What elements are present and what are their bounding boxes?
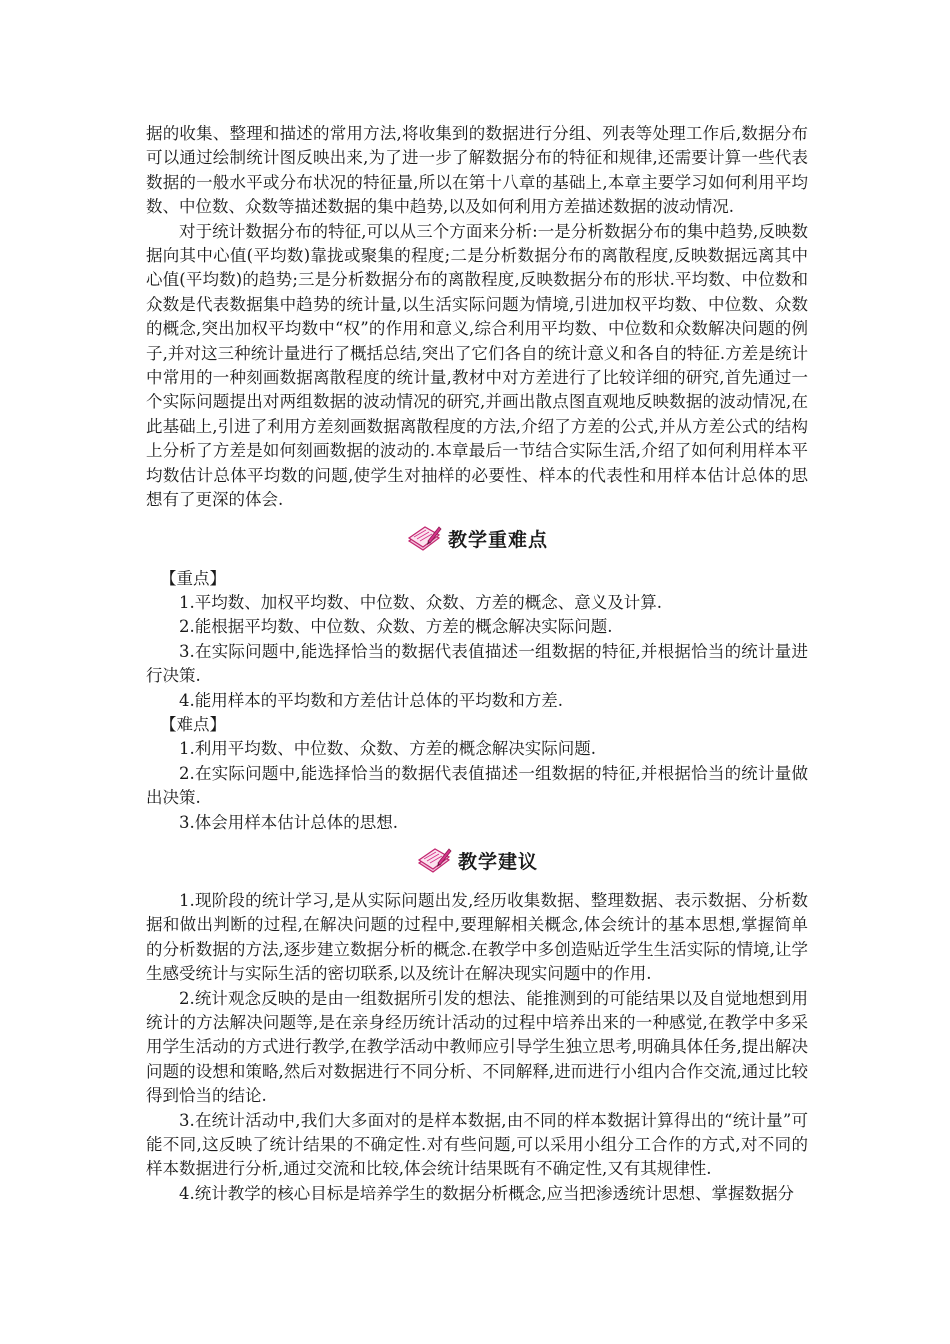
difficult-point-item: 1.利用平均数、中位数、众数、方差的概念解决实际问题. xyxy=(179,739,596,759)
difficult-points-label: 【难点】 xyxy=(160,714,226,734)
intro-paragraph-2: 对于统计数据分布的特征,可以从三个方面来分析:一是分析数据分布的集中趋势,反映数据向其中心值(平均数)靠拢或聚集的程度;二是分析数据分布的离散程度,反映数据远离其中心值(平均数)的趋势;三是分析数据分布的离散程度,反映数据分布的形状.平均数、中位数和众数是代表数据集中趋势的统计量,以生活实际问题为情境,引进加权平均数、中位数、众数的概念,突出加权平均数中“权”的作用和意义,综合利用平均数、中位数和众数解决问题的例子,并对这三种统计量进行了概括总结,突出了它们各自的统计意义和各自的特征.方差是统计中常用的一种刻画数据离散程度的统计量,教材中对方差进行了比较详细的研究,首先通过一个实际问题提出对两组数据的波动情况的研究,并画出散点图直观地反映数据的波动情况,在此基础上,引进了利用方差刻画数据离散程度的方法,介绍了方差的公式,并从方差公式的结构上分析了方差是如何刻画数据的波动的.本章最后一节结合实际生活,介绍了如何利用样本平均数估计总体平均数的问题,使学生对抽样的必要性、样本的代表性和用样本估计总体的思想有了更深的体会. xyxy=(146,221,808,510)
intro-paragraph-1: 据的收集、整理和描述的常用方法,将收集到的数据进行分组、列表等处理工作后,数据分布可以通过绘制统计图反映出来,为了进一步了解数据分布的特征和规律,还需要计算一些代表数据的一般水平或分布状况的特征量,所以在第十八章的基础上,本章主要学习如何利用平均数、中位数、众数等描述数据的集中趋势,以及如何利用方差描述数据的波动情况. xyxy=(146,124,808,217)
section-title: 教学建议 xyxy=(457,851,538,874)
suggestion-item: 4.统计教学的核心目标是培养学生的数据分析概念,应当把渗透统计思想、掌握数据分 xyxy=(179,1183,794,1203)
suggestion-item: 1.现阶段的统计学习,是从实际问题出发,经历收集数据、整理数据、表示数据、分析数据和做出判断的过程,在解决问题的过程中,要理解相关概念,体会统计的基本思想,掌握简单的分析数据的方法,逐步建立数据分析的概念.在教学中多创造贴近学生生活实际的情境,让学生感受统计与实际生活的密切联系,以及统计在解决现实问题中的作用. xyxy=(146,890,808,984)
key-point-item: 4.能用样本的平均数和方差估计总体的平均数和方差. xyxy=(179,690,563,710)
suggestion-item: 3.在统计活动中,我们大多面对的是样本数据,由不同的样本数据计算得出的“统计量”可能不同,这反映了统计结果的不确定性.对有些问题,可以采用小组分工合作的方式,对不同的样本数据进行分析,通过交流和比较,体会统计结果既有不确定性,又有其规律性. xyxy=(146,1110,808,1179)
difficult-point-item: 3.体会用样本估计总体的思想. xyxy=(179,812,398,832)
key-points-label: 【重点】 xyxy=(160,568,226,588)
difficult-point-item: 2.在实际问题中,能选择恰当的数据代表值描述一组数据的特征,并根据恰当的统计量做出决策. xyxy=(146,763,808,808)
suggestion-item: 2.统计观念反映的是由一组数据所引发的想法、能推测到的可能结果以及自觉地想到用统计的方法解决问题等,是在亲身经历统计活动的过程中培养出来的一种感觉,在教学中多采用学生活动的方式进行教学,在教学活动中教师应引导学生独立思考,明确具体任务,提出解决问题的设想和策略,然后对数据进行不同分析、不同解释,进而进行小组内合作交流,通过比较得到恰当的结论. xyxy=(146,988,808,1106)
section-heading-teaching-suggestions xyxy=(146,841,808,881)
notebook-pencil-icon xyxy=(406,524,442,554)
key-point-item: 1.平均数、加权平均数、中位数、众数、方差的概念、意义及计算. xyxy=(179,592,662,612)
notebook-pencil-icon xyxy=(416,846,452,876)
key-point-item: 3.在实际问题中,能选择恰当的数据代表值描述一组数据的特征,并根据恰当的统计量进行决策. xyxy=(146,641,808,686)
section-heading-key-points xyxy=(146,519,808,559)
section-title: 教学重难点 xyxy=(447,529,548,551)
key-point-item: 2.能根据平均数、中位数、众数、方差的概念解决实际问题. xyxy=(179,617,613,637)
